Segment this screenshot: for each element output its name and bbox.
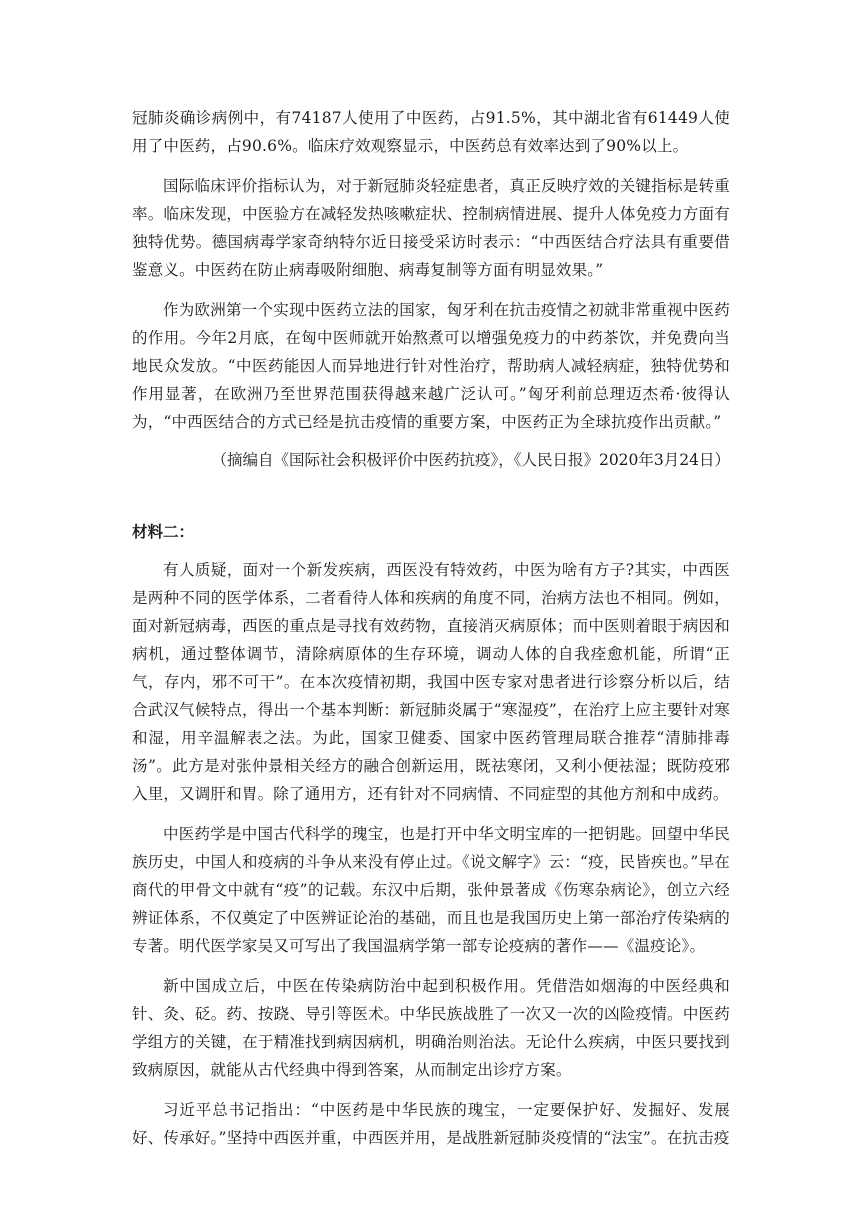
paragraph: 有人质疑，面对一个新发疾病，西医没有特效药，中医为啥有方子?其实，中西医是两种不同的医学体系，二者看待人体和疾病的角度不同，治病方法也不相同。例如，面对新冠病毒，西医的重点是寻找有效药物，直接消灭病原体；而中医则着眼于病因和病机，通过整体调节，清除病原体的生存环境，调动人体的自我痊愈机能，所谓“正气，存内，邪不可干”。在本次疫情初期，我国中医专家对患者进行诊察分析以后，结合武汉气候特点，得出一个基本判断：新冠肺炎属于“寒湿疫”，在治疗上应主要针对寒和湿，用辛温解表之法。为此，国家卫健委、国家中医药管理局联合推荐“清肺排毒汤”。此方是对张仲景相关经方的融合创新运用，既祛寒闭，又利小便祛湿；既防疫邪入里，又调肝和胃。除了通用方，还有针对不同病情、不同症型的其他方剂和中成药。: [132, 561, 730, 803]
paragraph: 习近平总书记指出：“中医药是中华民族的瑰宝，一定要保护好、发掘好、发展好、传承好。”坚持中西医并重，中西医并用，是战胜新冠肺炎疫情的“法宝”。在抗击疫: [132, 1101, 730, 1147]
section-title: 材料二：: [132, 522, 195, 541]
source-citation: （摘编自《国际社会积极评价中医药抗疫》，《人民日报》2020年3月24日）: [211, 451, 730, 469]
paragraph: 国际临床评价指标认为，对于新冠肺炎轻症患者，真正反映疗效的关键指标是转重率。临床发现，中医验方在减轻发热咳嗽症状、控制病情进展、提升人体免疫力方面有独特优势。德国病毒学家奇纳特尔近日接受采访时表示：“中西医结合疗法具有重要借鉴意义。中医药在防止病毒吸附细胞、病毒复制等方面有明显效果。”: [132, 177, 730, 279]
paragraph: 作为欧洲第一个实现中医药立法的国家，匈牙利在抗击疫情之初就非常重视中医药的作用。今年2月底，在匈中医师就开始熬煮可以增强免疫力的中药茶饮，并免费向当地民众发放。“中医药能因人而异地进行针对性治疗，帮助病人减轻病症，独特优势和作用显著，在欧洲乃至世界范围获得越来越广泛认可。”匈牙利前总理迈杰希·彼得认为，“中西医结合的方式已经是抗击疫情的重要方案，中医药正为全球抗疫作出贡献。”: [132, 301, 730, 431]
paragraph: 冠肺炎确诊病例中，有74187人使用了中医药，占91.5%，其中湖北省有61449人使用了中医药，占90.6%。临床疗效观察显示，中医药总有效率达到了90%以上。: [132, 109, 730, 155]
paragraph: 中医药学是中国古代科学的瑰宝，也是打开中华文明宝库的一把钥匙。回望中华民族历史，中国人和疫病的斗争从来没有停止过。《说文解字》云：“疫，民皆疾也。”早在商代的甲骨文中就有“疫”的记载。东汉中后期，张仲景著成《伤寒杂病论》，创立六经辨证体系，不仅奠定了中医辨证论治的基础，而且也是我国历史上第一部治疗传染病的专著。明代医学家吴又可写出了我国温病学第一部专论疫病的著作——《温疫论》。: [132, 825, 730, 955]
document-page: [132, 104, 730, 1152]
paragraph: 新中国成立后，中医在传染病防治中起到积极作用。凭借浩如烟海的中医经典和针、灸、砭。药、按跷、导引等医术。中华民族战胜了一次又一次的凶险疫情。中医药学组方的关键，在于精准找到病因病机，明确治则治法。无论什么疾病，中医只要找到致病原因，就能从古代经典中得到答案，从而制定出诊疗方案。: [132, 977, 730, 1079]
